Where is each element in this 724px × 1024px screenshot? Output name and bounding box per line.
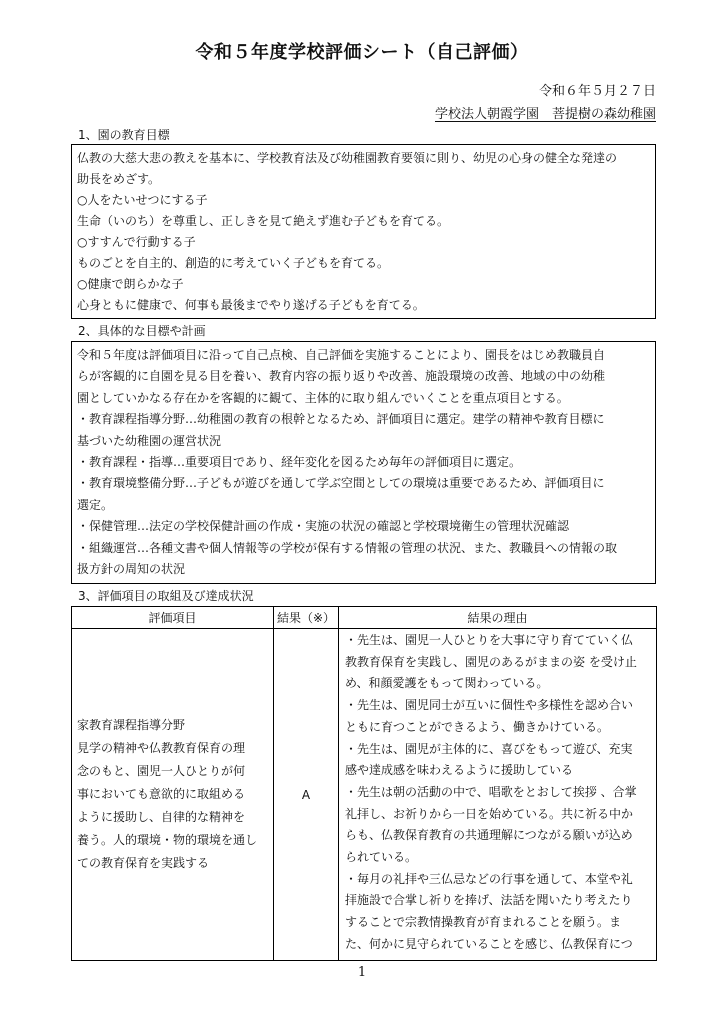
plan-text-line: 令和５年度は評価項目に沿って自己点検、自己評価を実施することにより、園長をはじめ教職員自: [77, 348, 606, 362]
item-text-line: 見学の精神や仏教教育保育の理: [77, 741, 246, 755]
plan-text-line: ・組織運営…各種文書や個人情報等の学校が保有する情報の管理の状況、また、教職員への情報の取: [77, 540, 618, 555]
column-header-item: 評価項目: [72, 607, 274, 629]
column-header-result: 結果（※）: [274, 607, 339, 629]
evaluation-reason-cell: [339, 629, 657, 961]
reason-text-line: ともに育つことができるよう、働きかけている。: [345, 719, 610, 734]
table-row: [72, 629, 657, 961]
goal-text-line: ものごとを自主的、創造的に考えていく子どもを育てる。: [77, 256, 390, 270]
organization-name: 学校法人朝霞学園 菩提樹の森幼稚園: [434, 107, 656, 122]
plan-text-line: ・教育環境整備分野…子どもが遊びを通して学ぶ空間としての環境は重要であるため、評価項目に: [77, 476, 605, 491]
section1-heading: 1、園の教育目標: [78, 128, 170, 142]
reason-text-line: ・先生は、園児が主体的に、喜びをもって遊び、充実: [345, 741, 633, 756]
table-header-row: [72, 607, 657, 629]
reason-text-line: た、何かに見守られていることを感じ、仏教保育につ: [345, 936, 633, 951]
reason-text-line: 感や達成感を味わえるように援助している: [345, 763, 574, 778]
page-number: 1: [357, 965, 367, 980]
reason-text-line: られている。: [345, 850, 418, 865]
plan-text-line: ・教育課程・指導…重要項目であり、経年変化を図るため毎年の評価項目に選定。: [77, 455, 522, 470]
section3-heading: 3、評価項目の取組及び達成状況: [78, 589, 254, 603]
goal-text-line: ○人をたいせつにする子: [77, 193, 208, 207]
item-text-line: 養う。人的環境・物的環境を通し: [77, 833, 258, 847]
reason-text-line: ・先生は朝の活動の中で、唱歌をとおして挨拶 、合掌: [345, 784, 637, 799]
education-goals-box: [71, 144, 656, 319]
reason-text-line: 教教育保育を実践し、園児のあるがままの姿 を受け止: [345, 654, 637, 669]
plan-text-line: 選定。: [77, 497, 114, 512]
plan-text-line: 園としていかなる存在かを客観的に観て、主体的に取り組んでいくことを重点項目とする。: [77, 390, 569, 405]
goal-text-line: 仏教の大慈大悲の教えを基本に、学校教育法及び幼稚園教育要領に則り、幼児の心身の健全な発達の: [77, 151, 618, 165]
document-date: 令和６年５月２７日: [538, 84, 656, 99]
goal-text-line: 心身ともに健康で、何事も最後までやり遂げる子どもを育てる。: [77, 298, 425, 312]
plan-text-line: ・教育課程指導分野…幼稚園の教育の根幹となるため、評価項目に選定。建学の精神や教育目標に: [77, 412, 605, 427]
evaluation-result-cell: A: [274, 629, 339, 961]
plan-text-line: 基づいた幼稚園の運営状況: [77, 433, 222, 448]
reason-text-line: 礼拝し、お祈りから一日を始めている。共に祈る中か: [345, 806, 634, 821]
column-header-reason: 結果の理由: [339, 607, 657, 629]
item-text-line: ての教育保育を実践する: [77, 856, 210, 870]
goal-text-line: 助長をめざす。: [77, 172, 161, 186]
item-text-line: 念のもと、園児一人ひとりが何: [77, 764, 246, 778]
item-text-line: 事においても意欲的に取組める: [77, 787, 246, 801]
reason-text-line: 拝施設で合掌し祈りを捧げ、法話を聞いたり考えたり: [345, 893, 633, 908]
reason-text-line: ・先生は、園児一人ひとりを大事に守り育てていく仏: [345, 633, 634, 647]
section2-heading: 2、具体的な目標や計画: [78, 324, 206, 338]
goal-text-line: 生命（いのち）を尊重し、正しきを見て絶えず進む子どもを育てる。: [77, 214, 450, 228]
evaluation-table: [71, 606, 657, 961]
item-text-line: 家教育課程指導分野: [77, 718, 186, 732]
item-text-line: ように援助し、自律的な精神を: [77, 810, 246, 824]
plan-text-line: ・保健管理…法定の学校保健計画の作成・実施の状況の確認と学校環境衛生の管理状況確認: [77, 519, 570, 534]
reason-text-line: することで宗教情操教育が育まれることを願う。ま: [345, 915, 622, 930]
goal-text-line: ○健康で朗らかな子: [77, 277, 184, 291]
reason-text-line: らも、仏教保育教育の共通理解につながる願いが込め: [345, 828, 633, 843]
goal-text-line: ○すすんで行動する子: [77, 235, 196, 249]
page-title: 令和５年度学校評価シート（自己評価）: [195, 42, 529, 63]
plan-text-line: 扱方針の周知の状況: [77, 562, 186, 577]
reason-text-line: め、和顔愛護をもって関わっている。: [345, 676, 549, 691]
evaluation-item-cell: [72, 629, 274, 961]
reason-text-line: ・毎月の礼拝や三仏忌などの行事を通して、本堂や礼: [345, 871, 633, 886]
specific-goals-box: [71, 341, 656, 584]
plan-text-line: らが客観的に自園を見る目を養い、教育内容の振り返りや改善、施設環境の改善、地域の中の幼稚: [77, 369, 606, 384]
reason-text-line: ・先生は、園児同士が互いに個性や多様性を認め合い: [345, 698, 634, 713]
